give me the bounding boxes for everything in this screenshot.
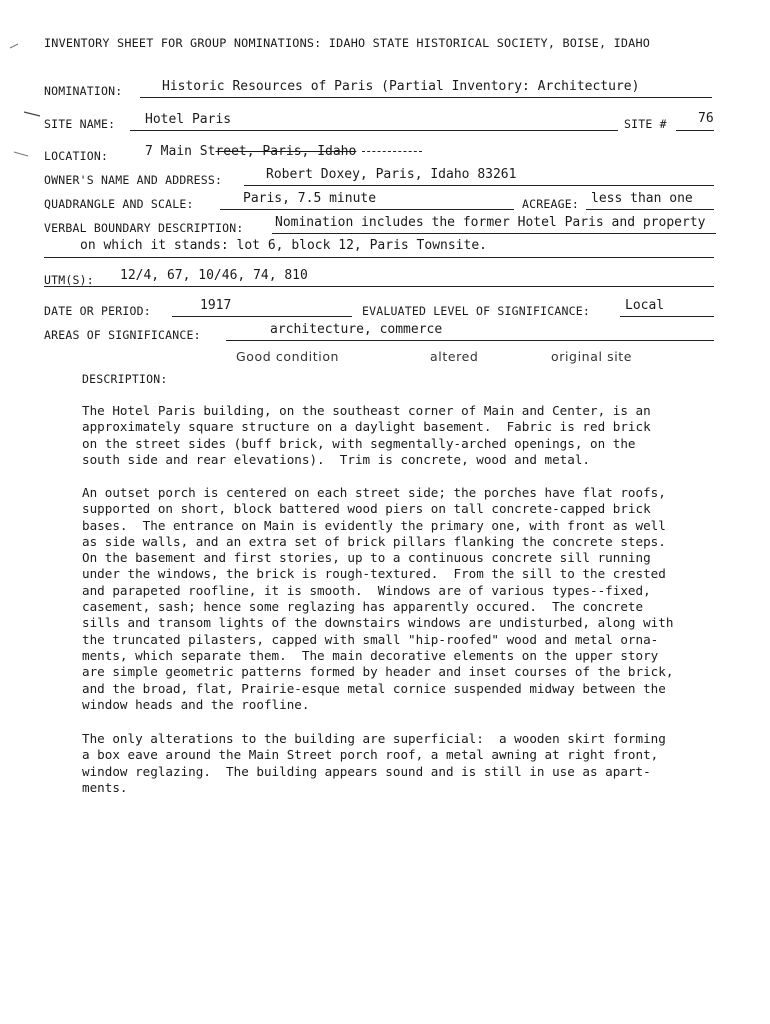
site-number-underline <box>676 130 714 131</box>
nomination-value: Historic Resources of Paris (Partial Inventory: Architecture) <box>162 79 640 94</box>
quadrangle-value: Paris, 7.5 minute <box>243 191 377 206</box>
areas-value: architecture, commerce <box>270 322 443 337</box>
acreage-underline <box>586 209 714 210</box>
location-mark <box>362 151 422 152</box>
acreage-value: less than one <box>591 191 693 206</box>
site-status: original site <box>551 349 633 364</box>
boundary-underline-2 <box>44 257 714 258</box>
altered-status: altered <box>430 349 479 364</box>
owner-underline <box>244 185 714 186</box>
areas-underline <box>226 340 714 341</box>
date-underline <box>172 316 352 317</box>
acreage-label: ACREAGE: <box>522 197 579 211</box>
date-label: DATE OR PERIOD: <box>44 304 151 318</box>
utm-label: UTM(S): <box>44 273 94 287</box>
site-name-label: SITE NAME: <box>44 117 116 131</box>
location-value <box>145 144 356 159</box>
boundary-line-2: on which it stands: lot 6, block 12, Paris Townsite. <box>80 238 487 253</box>
boundary-line-1: Nomination includes the former Hotel Paris and property <box>275 215 706 230</box>
site-number-value: 76 <box>698 111 714 126</box>
nomination-label: NOMINATION: <box>44 84 123 98</box>
location-street: 7 Main St <box>145 144 216 159</box>
form-title: INVENTORY SHEET FOR GROUP NOMINATIONS: IDAHO STATE HISTORICAL SOCIETY, BOISE, IDAHO <box>44 36 651 50</box>
date-value: 1917 <box>200 298 232 313</box>
description-paragraph-2: An outset porch is centered on each street side; the porches have flat roofs, supported on short, block battered wood piers on tall concrete-capped brick bases. The entrance on Main is evidently the primary one, with front as well as side walls, and an extra set of brick pillars flanking the concrete steps. On the basement and first stories, up to a continuous concrete sill running under the windows, the brick is rough-textured. From the sill to the crested and parapeted roofline, it is smooth. Windows are of various types--fixed, casement, sash; hence some reglazing has apparently occured. The concrete sills and transom lights of the downstairs windows are undisturbed, along with the truncated pilasters, capped with small "hip-roofed" wood and metal orna- ments, which separate them. The main decorative elements on the upper story are simple geometric patterns formed by header and inset courses of the brick, and the broad, flat, Prairie-esque metal cornice suspended midway between the window heads and the roofline. <box>82 485 674 712</box>
significance-level-label: EVALUATED LEVEL OF SIGNIFICANCE: <box>362 304 590 318</box>
areas-label: AREAS OF SIGNIFICANCE: <box>44 328 201 342</box>
nomination-underline <box>140 97 712 98</box>
description-paragraph-3: The only alterations to the building are superficial: a wooden skirt forming a box eave around the Main Street porch roof, a metal awning at right front, window reglazing. The building appears sound and is still in use as apart- ments. <box>82 731 666 795</box>
location-struck-text: reet, Paris, Idaho <box>215 144 357 159</box>
site-name-underline <box>130 130 618 131</box>
quadrangle-label: QUADRANGLE AND SCALE: <box>44 197 194 211</box>
boundary-label: VERBAL BOUNDARY DESCRIPTION: <box>44 221 244 235</box>
utm-value: 12/4, 67, 10/46, 74, 810 <box>120 268 308 283</box>
quadrangle-underline <box>220 209 514 210</box>
boundary-underline-1 <box>272 233 716 234</box>
site-number-label: SITE # <box>624 117 667 131</box>
description-heading: DESCRIPTION: <box>82 372 168 386</box>
condition-status: Good condition <box>236 349 340 364</box>
location-label: LOCATION: <box>44 149 109 163</box>
owner-label: OWNER'S NAME AND ADDRESS: <box>44 173 223 187</box>
utm-underline <box>44 286 714 287</box>
site-name-value: Hotel Paris <box>145 112 232 127</box>
significance-level-value: Local <box>625 298 665 313</box>
significance-level-underline <box>620 316 714 317</box>
description-paragraph-1: The Hotel Paris building, on the southeast corner of Main and Center, is an approximately square structure on a daylight basement. Fabric is red brick on the street sides (buff brick, with segmentally-arched openings, on the south side and rear elevations). Trim is concrete, wood and metal. <box>82 403 651 467</box>
owner-value: Robert Doxey, Paris, Idaho 83261 <box>266 167 517 182</box>
margin-marks <box>6 30 42 170</box>
